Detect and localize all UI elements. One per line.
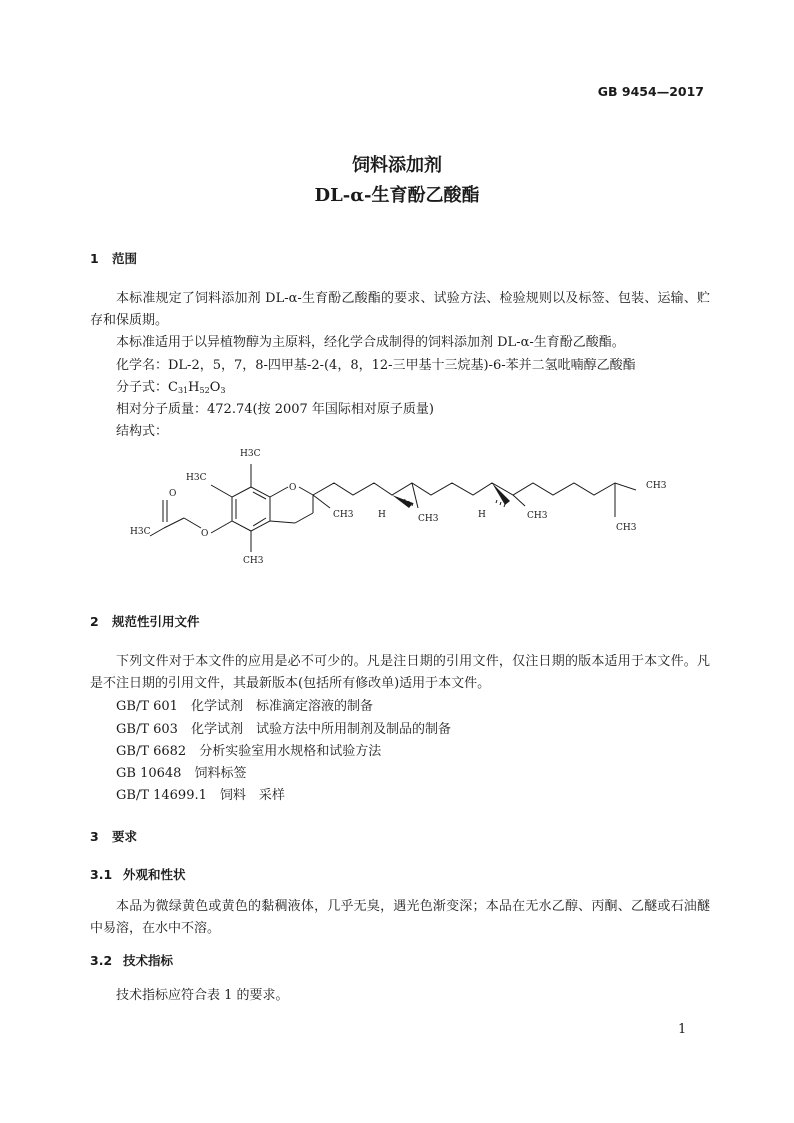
section-number: 3.1: [90, 867, 113, 882]
section-2-heading: [90, 612, 200, 630]
section-number: 3.2: [90, 953, 113, 968]
label-h3c-acetyl: H3C: [130, 527, 151, 537]
label-ring-o: O: [289, 483, 297, 493]
document-title-line1: 饲料添加剂: [352, 155, 442, 176]
reference-code: GB/T 14699.1: [116, 788, 207, 803]
label-carbonyl-o: O: [169, 489, 177, 499]
reference-code: GB/T 603: [116, 722, 178, 737]
reference-title: 饲料标签: [194, 766, 247, 781]
label-ester-o: O: [201, 529, 209, 539]
reference-code: GB/T 601: [116, 699, 178, 714]
label-h3c-left: H3C: [186, 473, 207, 483]
formula-label: 分子式：: [116, 380, 169, 395]
label-ch3-c8: CH3: [527, 511, 548, 521]
section-number: 2: [90, 614, 99, 629]
molecular-formula: 分子式：$C_{31}H_{52}O_3$: [116, 380, 226, 395]
reference-item: [116, 718, 451, 737]
section-3-2-heading: [90, 951, 173, 969]
section-3-heading: [90, 827, 137, 845]
reference-code: GB 10648: [116, 766, 182, 781]
section-2-paragraph: 下列文件对于本文件的应用是必不可少的。凡是注日期的引用文件，仅注日期的版本适用于本文件。凡是不注日期的引用文件，其最新版本(包括所有修改单)适用于本文件。: [90, 654, 710, 691]
section-title: 外观和性状: [123, 867, 186, 882]
label-ch3-end-top: CH3: [646, 481, 667, 491]
chemical-name: 化学名：DL-2，5，7，8-四甲基-2-(4，8，12-三甲基十三烷基)-6-苯并二氢吡喃醇乙酸酯: [116, 358, 636, 373]
section-1-paragraph-2: 本标准适用于以异植物醇为主原料，经化学合成制得的饲料添加剂 DL-α-生育酚乙酸酯。: [116, 335, 625, 350]
structure-label: 结构式：: [116, 424, 169, 439]
structural-formula: [0, 440, 794, 580]
reference-item: [116, 695, 373, 714]
section-1-heading: [90, 249, 137, 267]
label-h3c-top: H3C: [240, 449, 261, 459]
label-ch3-c2: CH3: [333, 510, 354, 520]
page-number: 1: [678, 1022, 687, 1037]
section-title: 规范性引用文件: [112, 614, 200, 629]
label-h-2: H: [478, 510, 486, 520]
section-number: 1: [90, 251, 99, 266]
section-title: 范围: [112, 251, 138, 266]
section-number: 3: [90, 829, 99, 844]
reference-item: [116, 762, 246, 781]
section-title: 技术指标: [123, 953, 174, 968]
reference-item: [116, 740, 381, 759]
reference-title: 饲料 采样: [219, 788, 285, 803]
label-h-1: H: [378, 510, 386, 520]
label-ch3-bottom: CH3: [243, 556, 264, 566]
reference-title: 化学试剂 试验方法中所用制剂及制品的制备: [190, 722, 451, 737]
document-title-line2: DL-α-生育酚乙酸酯: [314, 185, 480, 206]
standard-number: GB 9454—2017: [597, 84, 704, 99]
label-ch3-c4: CH3: [418, 514, 439, 524]
reference-item: [116, 784, 285, 803]
reference-code: GB/T 6682: [116, 744, 187, 759]
reference-title: 分析实验室用水规格和试验方法: [199, 744, 382, 759]
section-1-paragraph-1: 本标准规定了饲料添加剂 DL-α-生育酚乙酸酯的要求、试验方法、检验规则以及标签、包装、运输、贮存和保质期。: [90, 291, 710, 328]
label-ch3-end-bottom: CH3: [616, 523, 637, 533]
section-3-1-heading: [90, 865, 186, 883]
section-3-2-paragraph: 技术指标应符合表 1 的要求。: [116, 988, 289, 1003]
molecular-weight: 相对分子质量：472.74(按 2007 年国际相对原子质量): [116, 402, 434, 417]
section-3-1-paragraph: 本品为微绿黄色或黄色的黏稠液体，几乎无臭，遇光色渐变深；本品在无水乙醇、丙酮、乙醚或石油醚中易溶，在水中不溶。: [90, 899, 710, 936]
reference-title: 化学试剂 标准滴定溶液的制备: [190, 699, 373, 714]
section-title: 要求: [112, 829, 138, 844]
